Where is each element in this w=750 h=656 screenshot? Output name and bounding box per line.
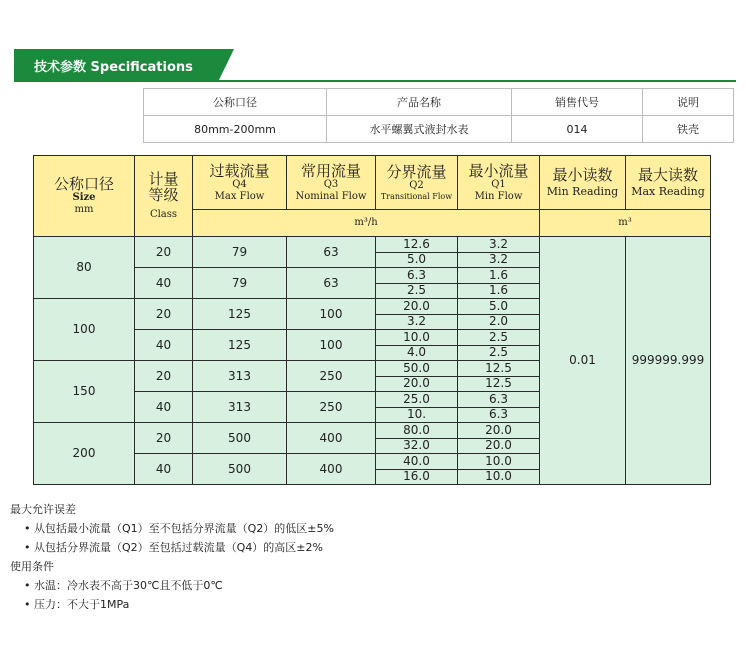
size-cell: 100 [34, 299, 135, 361]
error-item: • 从包括最小流量（Q1）至不包括分界流量（Q2）的低区±5% [10, 519, 334, 538]
q2-cell: 6.3 [376, 268, 458, 284]
q1-cell: 10.0 [458, 454, 540, 470]
q4-cell: 500 [193, 454, 287, 485]
q2-cell: 2.5 [376, 283, 458, 299]
q3-cell: 63 [287, 237, 376, 268]
q3-cell: 250 [287, 392, 376, 423]
class-cell: 20 [135, 237, 193, 268]
q1-cell: 2.5 [458, 345, 540, 361]
q1-cell: 1.6 [458, 268, 540, 284]
q4-cell: 313 [193, 392, 287, 423]
q1-cell: 5.0 [458, 299, 540, 315]
class-cell: 40 [135, 454, 193, 485]
unit-reading: m³ [540, 210, 711, 237]
product-size: 80mm-200mm [144, 116, 327, 143]
q2-cell: 50.0 [376, 361, 458, 377]
table-row [34, 237, 711, 253]
q2-cell: 80.0 [376, 423, 458, 439]
product-header-name: 产品名称 [327, 89, 512, 116]
q2-cell: 12.6 [376, 237, 458, 253]
q4-cell: 125 [193, 299, 287, 330]
max-reading-cell: 999999.999 [626, 237, 711, 485]
q3-cell: 100 [287, 330, 376, 361]
size-cell: 150 [34, 361, 135, 423]
unit-flow: m³/h [193, 210, 540, 237]
section-title: 技术参数 Specifications [34, 60, 193, 75]
product-header-note: 说明 [643, 89, 734, 116]
q2-cell: 10.0 [376, 330, 458, 346]
q2-cell: 32.0 [376, 438, 458, 454]
q3-cell: 400 [287, 423, 376, 454]
header-q2: 分界流量 Q2 Transitional Flow [376, 156, 458, 210]
q4-cell: 313 [193, 361, 287, 392]
product-name: 水平螺翼式液封水表 [327, 116, 512, 143]
q1-cell: 12.5 [458, 376, 540, 392]
q2-cell: 16.0 [376, 469, 458, 485]
q4-cell: 79 [193, 268, 287, 299]
class-cell: 20 [135, 361, 193, 392]
q1-cell: 20.0 [458, 423, 540, 439]
size-cell: 80 [34, 237, 135, 299]
q1-cell: 10.0 [458, 469, 540, 485]
section-header [14, 49, 218, 82]
q1-cell: 6.3 [458, 392, 540, 408]
q2-cell: 3.2 [376, 314, 458, 330]
header-min-reading: 最小读数 Min Reading [540, 156, 626, 210]
q2-cell: 40.0 [376, 454, 458, 470]
q1-cell: 2.5 [458, 330, 540, 346]
q2-cell: 20.0 [376, 299, 458, 315]
product-header-size: 公称口径 [144, 89, 327, 116]
header-q1: 最小流量 Q1 Min Flow [458, 156, 540, 210]
header-q3: 常用流量 Q3 Nominal Flow [287, 156, 376, 210]
q3-cell: 100 [287, 299, 376, 330]
class-cell: 40 [135, 330, 193, 361]
q1-cell: 6.3 [458, 407, 540, 423]
class-cell: 40 [135, 392, 193, 423]
q3-cell: 400 [287, 454, 376, 485]
conditions-title: 使用条件 [10, 560, 54, 573]
spec-table [33, 155, 711, 485]
error-item: • 从包括分界流量（Q2）至包括过载流量（Q4）的高区±2% [10, 538, 334, 557]
q3-cell: 250 [287, 361, 376, 392]
q4-cell: 500 [193, 423, 287, 454]
header-class: 计量 等级 Class [135, 156, 193, 237]
q3-cell: 63 [287, 268, 376, 299]
q2-cell: 25.0 [376, 392, 458, 408]
header-divider [14, 80, 736, 82]
q2-cell: 5.0 [376, 252, 458, 268]
product-header-code: 销售代号 [512, 89, 643, 116]
notes [10, 500, 334, 614]
condition-item: • 压力：不大于1MPa [10, 595, 334, 614]
q2-cell: 10. [376, 407, 458, 423]
q1-cell: 3.2 [458, 237, 540, 253]
error-title: 最大允许误差 [10, 503, 76, 516]
class-cell: 20 [135, 299, 193, 330]
class-cell: 20 [135, 423, 193, 454]
q1-cell: 1.6 [458, 283, 540, 299]
product-note: 铁壳 [643, 116, 734, 143]
q4-cell: 79 [193, 237, 287, 268]
q1-cell: 3.2 [458, 252, 540, 268]
q4-cell: 125 [193, 330, 287, 361]
size-cell: 200 [34, 423, 135, 485]
header-q4: 过载流量 Q4 Max Flow [193, 156, 287, 210]
min-reading-cell: 0.01 [540, 237, 626, 485]
header-size: 公称口径 Size mm [34, 156, 135, 237]
q2-cell: 20.0 [376, 376, 458, 392]
q1-cell: 12.5 [458, 361, 540, 377]
q1-cell: 20.0 [458, 438, 540, 454]
product-table [143, 88, 734, 143]
product-code: 014 [512, 116, 643, 143]
header-max-reading: 最大读数 Max Reading [626, 156, 711, 210]
q2-cell: 4.0 [376, 345, 458, 361]
condition-item: • 水温：冷水表不高于30℃且不低于0℃ [10, 576, 334, 595]
q1-cell: 2.0 [458, 314, 540, 330]
spec-body [34, 237, 711, 485]
class-cell: 40 [135, 268, 193, 299]
